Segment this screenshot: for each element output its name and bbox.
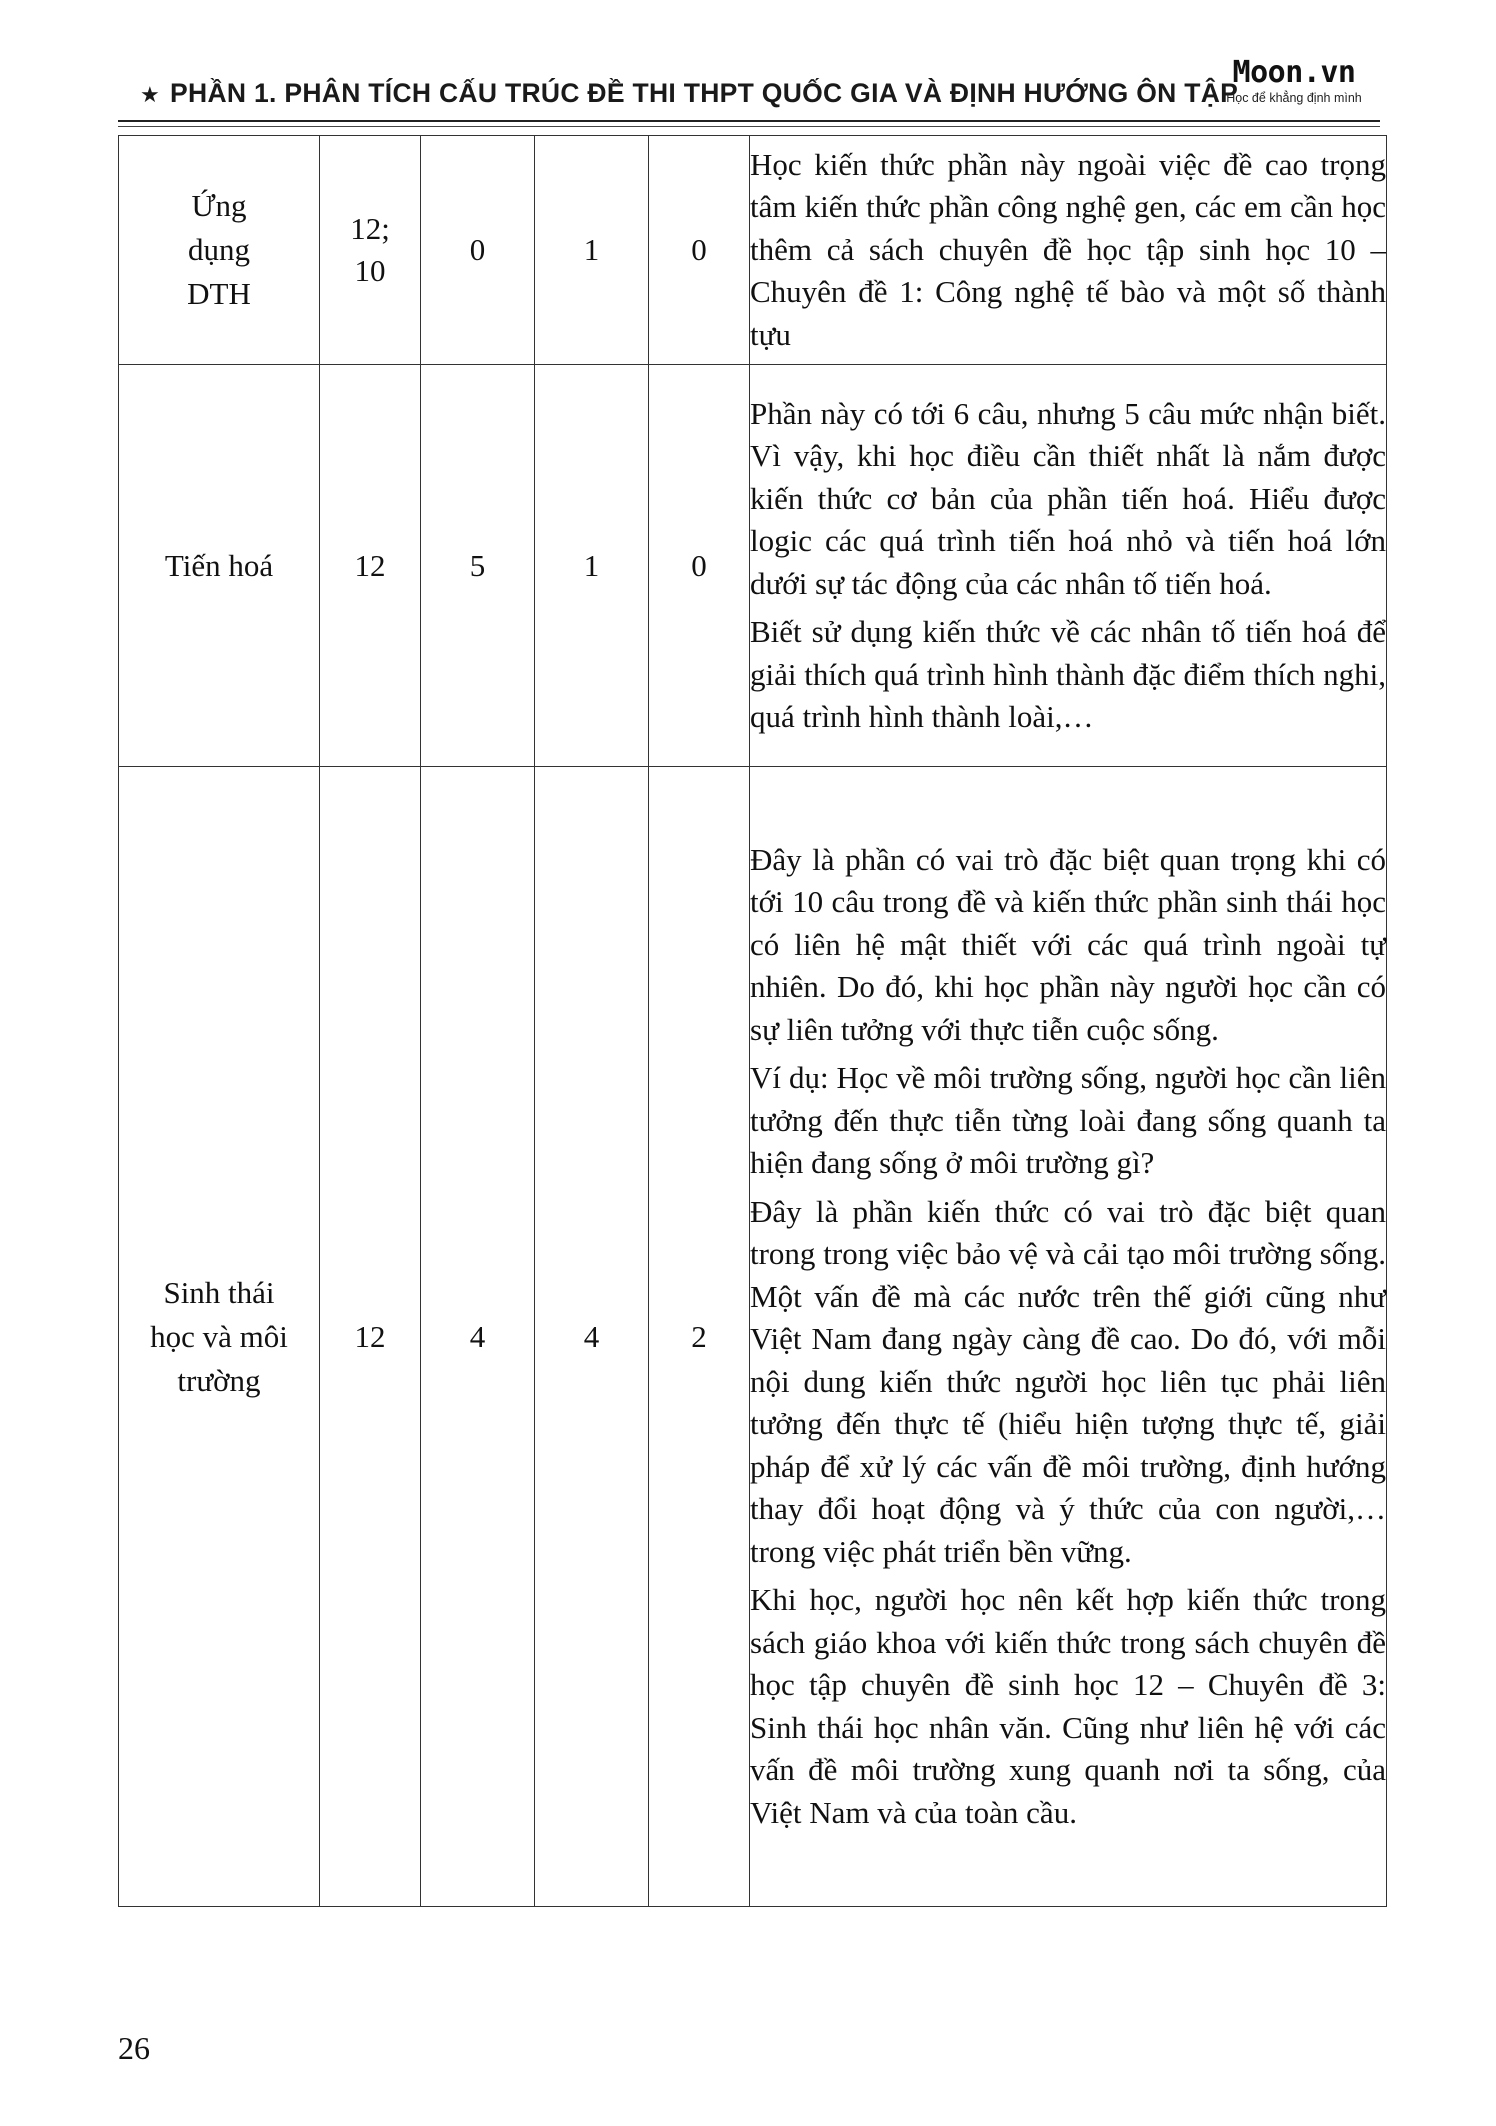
page-number: 26 bbox=[118, 2030, 150, 2066]
count-cell: 1 bbox=[535, 365, 649, 767]
count-cell: 4 bbox=[535, 767, 649, 1907]
page-header bbox=[118, 55, 1380, 118]
count-cell: 1 bbox=[535, 136, 649, 365]
header-divider-thin bbox=[118, 126, 1380, 127]
header-title-text: PHẦN 1. PHÂN TÍCH CẤU TRÚC ĐỀ THI THPT QUỐC GIA VÀ ĐỊNH HƯỚNG ÔN TẬP bbox=[170, 78, 1239, 108]
grade-cell: 12 bbox=[320, 767, 421, 1907]
content-table bbox=[118, 135, 1387, 1907]
note-cell bbox=[750, 767, 1387, 1907]
note-paragraph: Ví dụ: Học về môi trường sống, người học cần liên tưởng đến thực tiễn từng loài đang sống quanh ta hiện đang sống ở môi trường gì? bbox=[750, 1060, 1386, 1181]
header-title bbox=[140, 78, 1238, 109]
logo-name: Moon.vn bbox=[1232, 55, 1356, 90]
note-paragraph: Đây là phần có vai trò đặc biệt quan trọng khi có tới 10 câu trong đề và kiến thức phần sinh thái học có liên hệ mật thiết với các quá trình ngoài tự nhiên. Do đó, khi học phần này người học cần có sự liên tưởng với thực tiễn cuộc sống. bbox=[750, 841, 1386, 1047]
count-cell: 0 bbox=[421, 136, 535, 365]
grade-cell: 12; 10 bbox=[320, 136, 421, 365]
table-row bbox=[119, 365, 1387, 767]
count-cell: 2 bbox=[649, 767, 750, 1907]
topic-cell: Sinh thái học và môi trường bbox=[119, 767, 320, 1907]
note-paragraph: Phần này có tới 6 câu, nhưng 5 câu mức nhận biết. Vì vậy, khi học điều cần thiết nhất là nắm được kiến thức cơ bản của phần tiến hoá. Hiểu được logic các quá trình tiến hoá nhỏ và tiến hoá lớn dưới sự tác động của các nhân tố tiến hoá. bbox=[750, 395, 1386, 601]
note-paragraph: Khi học, người học nên kết hợp kiến thức trong sách giáo khoa với kiến thức trong sách chuyên đề học tập chuyên đề sinh học 12 – Chuyên đề 3: Sinh thái học nhân văn. Cũng như liên hệ với các vấn đề môi trường xung quanh nơi ta sống, của Việt Nam và của toàn cầu. bbox=[750, 1582, 1386, 1830]
count-cell: 0 bbox=[649, 365, 750, 767]
moon-logo bbox=[1204, 56, 1384, 112]
topic-cell: Tiến hoá bbox=[119, 365, 320, 767]
note-paragraph: Biết sử dụng kiến thức về các nhân tố tiến hoá để giải thích quá trình hình thành đặc điểm thích nghi, quá trình hình thành loài,… bbox=[750, 614, 1386, 734]
count-cell: 4 bbox=[421, 767, 535, 1907]
logo-slogan: Học để khẳng định mình bbox=[1226, 91, 1362, 105]
count-cell: 5 bbox=[421, 365, 535, 767]
topic-cell: Ứng dụng DTH bbox=[119, 136, 320, 365]
note-cell bbox=[750, 365, 1387, 767]
count-cell: 0 bbox=[649, 136, 750, 365]
note-paragraph: Học kiến thức phần này ngoài việc đề cao trọng tâm kiến thức phần công nghệ gen, các em cần học thêm cả sách chuyên đề học tập sinh học 10 – Chuyên đề 1: Công nghệ tế bào và một số thành tựu bbox=[750, 146, 1386, 352]
table-row bbox=[119, 136, 1387, 365]
grade-cell: 12 bbox=[320, 365, 421, 767]
table-row bbox=[119, 767, 1387, 1907]
header-divider bbox=[118, 120, 1380, 122]
note-paragraph: Đây là phần kiến thức có vai trò đặc biệt quan trong trong việc bảo vệ và cải tạo môi trường sống. Một vấn đề mà các nước trên thế giới cũng như Việt Nam đang ngày càng đề cao. Do đó, với mỗi nội dung kiến thức người học liên tục phải liên tưởng đến thực tế (hiểu hiện tượng thực tế, giải pháp để xử lý các vấn đề môi trường, định hướng thay đổi hoạt động và ý thức của con người,… trong việc phát triển bền vững. bbox=[750, 1193, 1386, 1569]
star-icon: ★ bbox=[140, 82, 161, 107]
note-cell bbox=[750, 136, 1387, 365]
